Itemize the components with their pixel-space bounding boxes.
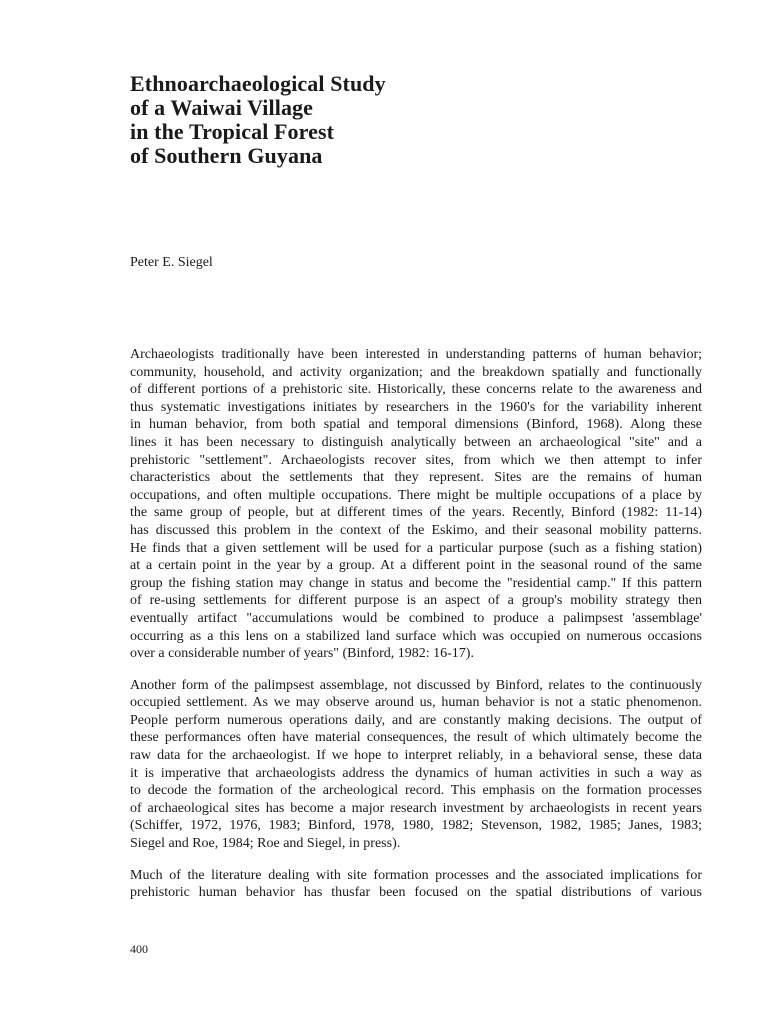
article-title bbox=[130, 72, 650, 168]
paragraph-line: He finds that a given settlement will be used for a particular purpose (such as a fishing station) bbox=[130, 540, 702, 556]
paragraph-line: these performances often have material consequences, the result of which ultimately become the bbox=[130, 730, 702, 746]
paragraph-line: group the fishing station may change in status and become the "residential camp." If this pattern bbox=[130, 575, 702, 591]
paragraph-line: in human behavior, from both spatial and temporal dimensions (Binford, 1968). Along these bbox=[130, 417, 702, 433]
paragraph-line: it is imperative that archaeologists address the dynamics of human activities in such a way as bbox=[130, 765, 702, 781]
body-paragraph bbox=[130, 677, 702, 853]
body-paragraph bbox=[130, 346, 702, 663]
paragraph-line: prehistoric human behavior has thusfar been focused on the spatial distributions of various bbox=[130, 885, 702, 901]
paragraph-line: characteristics about the settlements that they represent. Sites are the remains of human bbox=[130, 470, 702, 486]
body-paragraph bbox=[130, 867, 702, 902]
author-name: Peter E. Siegel bbox=[130, 255, 213, 270]
paragraph-line: occupied settlement. As we may observe around us, human behavior is not a static phenomenon. bbox=[130, 695, 702, 711]
paragraph-line: of archaeological sites has become a major research investment by archaeologists in recent years bbox=[130, 800, 702, 816]
paragraph-line: of different portions of a prehistoric site. Historically, these concerns relate to the awareness and bbox=[130, 382, 702, 398]
paragraph-line: prehistoric "settlement". Archaeologists recover sites, from which we then attempt to infer bbox=[130, 452, 702, 468]
title-line: Ethnoarchaeological Study bbox=[130, 71, 386, 96]
paragraph-line: People perform numerous operations daily, and are constantly making decisions. The output of bbox=[130, 712, 702, 728]
paragraph-line: over a considerable number of years" (Binford, 1982: 16-17). bbox=[130, 646, 474, 662]
paragraph-line: Siegel and Roe, 1984; Roe and Siegel, in press). bbox=[130, 836, 401, 852]
paragraph-line: community, household, and activity organization; and the breakdown spatially and functionally bbox=[130, 364, 702, 380]
title-line: of Southern Guyana bbox=[130, 143, 323, 168]
title-line: of a Waiwai Village bbox=[130, 95, 314, 120]
paragraph-line: at a certain point in the year by a group. At a different point in the seasonal round of the same bbox=[130, 558, 702, 574]
paragraph-line: eventually artifact "accumulations would be combined to produce a palimpsest 'assemblage' bbox=[130, 610, 702, 626]
paragraph-line: has discussed this problem in the context of the Eskimo, and their seasonal mobility patterns. bbox=[130, 522, 702, 538]
paragraph-line: Much of the literature dealing with site formation processes and the associated implications for bbox=[130, 867, 702, 883]
article-body bbox=[130, 346, 702, 916]
paragraph-line: Archaeologists traditionally have been interested in understanding patterns of human behavior; bbox=[130, 347, 702, 362]
paragraph-line: occupations, and often multiple occupations. There might be multiple occupations of a place by bbox=[130, 487, 702, 503]
page-number: 400 bbox=[130, 942, 148, 956]
paragraph-line: the same group of people, but at different times of the years. Recently, Binford (1982: 11-14) bbox=[130, 505, 702, 521]
paragraph-line: of re-using settlements for different purpose is an aspect of a group's mobility strategy then bbox=[130, 593, 702, 609]
paragraph-line: (Schiffer, 1972, 1976, 1983; Binford, 1978, 1980, 1982; Stevenson, 1982, 1985; Janes, 1983; bbox=[130, 818, 702, 834]
paragraph-line: thus systematic investigations initiates by researchers in the 1960's for the variability inherent bbox=[130, 399, 702, 415]
paragraph-line: raw data for the archaeologist. If we hope to interpret reliably, in a behavioral sense, these data bbox=[130, 748, 702, 764]
title-line: in the Tropical Forest bbox=[130, 119, 335, 144]
paragraph-line: lines it has been necessary to distinguish analytically between an archaeological "site" and a bbox=[130, 434, 702, 450]
paragraph-line: Another form of the palimpsest assemblage, not discussed by Binford, relates to the continuously bbox=[130, 677, 702, 693]
paragraph-line: to decode the formation of the archeological record. This emphasis on the formation processes bbox=[130, 783, 702, 799]
paragraph-line: occurring as a this lens on a stabilized land surface which was occupied on numerous occasions bbox=[130, 628, 702, 644]
